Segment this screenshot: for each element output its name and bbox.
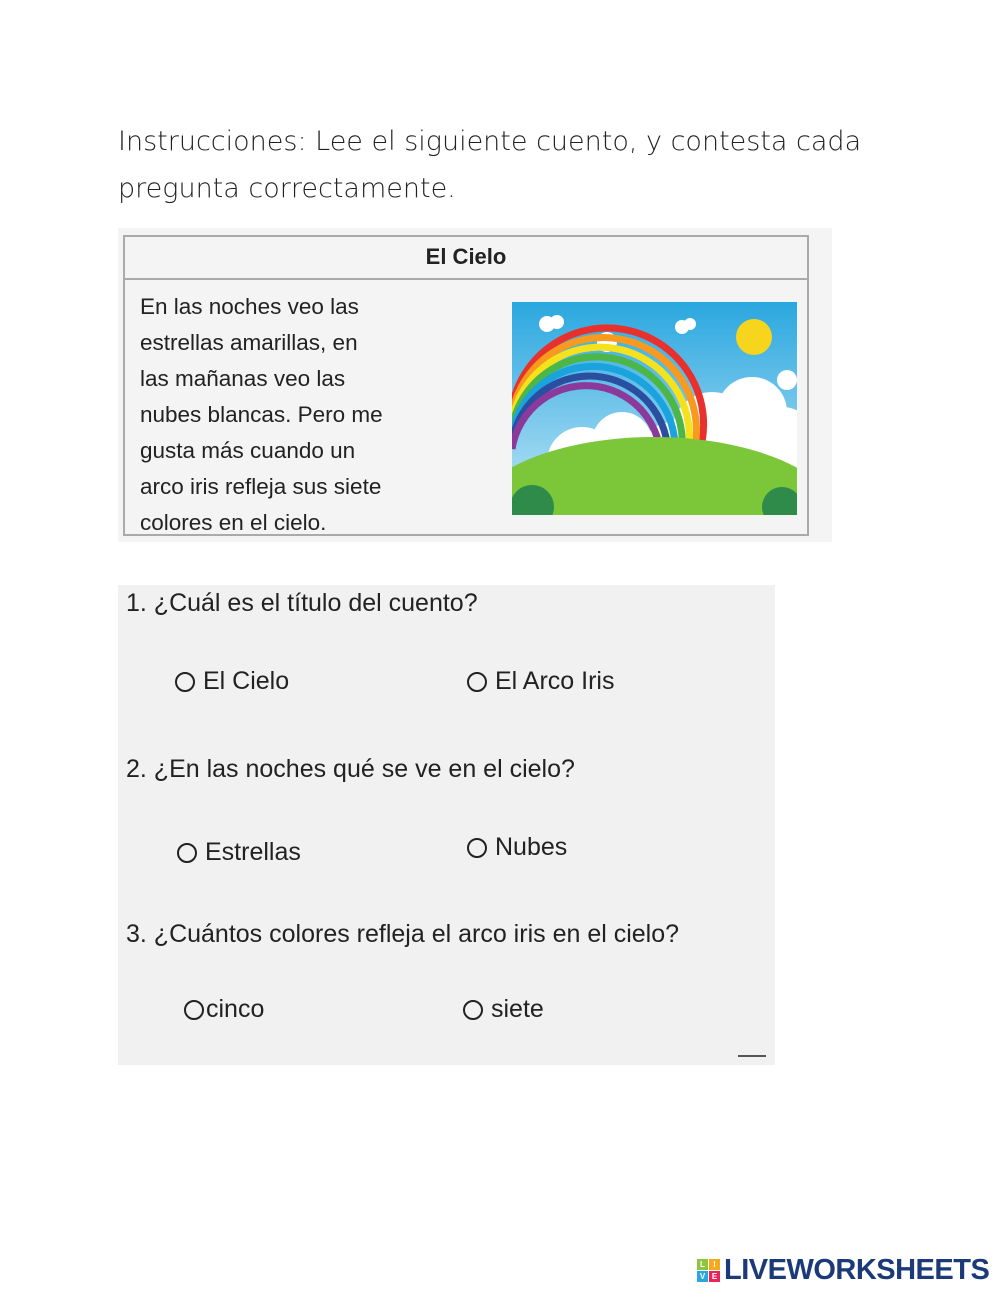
story-line: colores en el cielo.	[140, 510, 327, 535]
option-el-arco-iris[interactable]	[467, 667, 614, 696]
option-label: El Arco Iris	[495, 667, 615, 695]
option-label: El Cielo	[203, 667, 290, 695]
radio-icon[interactable]	[175, 672, 195, 692]
option-cinco[interactable]	[184, 995, 264, 1024]
story-line: En las noches veo las	[140, 294, 359, 319]
story-table	[123, 235, 809, 536]
option-label: siete	[491, 995, 544, 1023]
question-1: 1. ¿Cuál es el título del cuento?	[126, 589, 478, 617]
instructions: Instrucciones: Lee el siguiente cuento, y contesta cada pregunta correctamente.	[118, 126, 862, 204]
story-text	[140, 289, 500, 541]
option-label: cinco	[206, 995, 265, 1023]
story-line: las mañanas veo las	[140, 366, 346, 391]
option-label: Estrellas	[205, 838, 301, 866]
radio-icon[interactable]	[467, 672, 487, 692]
option-label: Nubes	[495, 833, 568, 861]
logo-letter: L	[697, 1259, 708, 1270]
logo-letter: V	[697, 1271, 708, 1282]
radio-icon[interactable]	[184, 1000, 204, 1020]
story-line: arco iris refleja sus siete	[140, 474, 382, 499]
story-title: El Cielo	[125, 237, 807, 280]
story-box	[118, 228, 832, 542]
logo-letter: E	[709, 1271, 720, 1282]
question-2: 2. ¿En las noches qué se ve en el cielo?	[126, 755, 575, 783]
questions-panel	[118, 585, 775, 1065]
story-line: gusta más cuando un	[140, 438, 356, 463]
logo-text: LIVEWORKSHEETS	[724, 1254, 990, 1286]
rainbow-image	[512, 302, 797, 515]
radio-icon[interactable]	[177, 843, 197, 863]
question-3: 3. ¿Cuántos colores refleja el arco iris en el cielo?	[126, 920, 680, 948]
logo-icon	[697, 1259, 720, 1282]
story-line: estrellas amarillas, en	[140, 330, 358, 355]
logo-letter: I	[709, 1259, 720, 1270]
radio-icon[interactable]	[463, 1000, 483, 1020]
option-el-cielo[interactable]	[175, 667, 289, 696]
radio-icon[interactable]	[467, 838, 487, 858]
story-line: nubes blancas. Pero me	[140, 402, 383, 427]
fullscreen-icon[interactable]	[738, 1055, 766, 1069]
option-estrellas[interactable]	[177, 838, 301, 867]
liveworksheets-logo	[697, 1254, 989, 1287]
option-nubes[interactable]	[467, 833, 567, 862]
option-siete[interactable]	[463, 995, 544, 1024]
